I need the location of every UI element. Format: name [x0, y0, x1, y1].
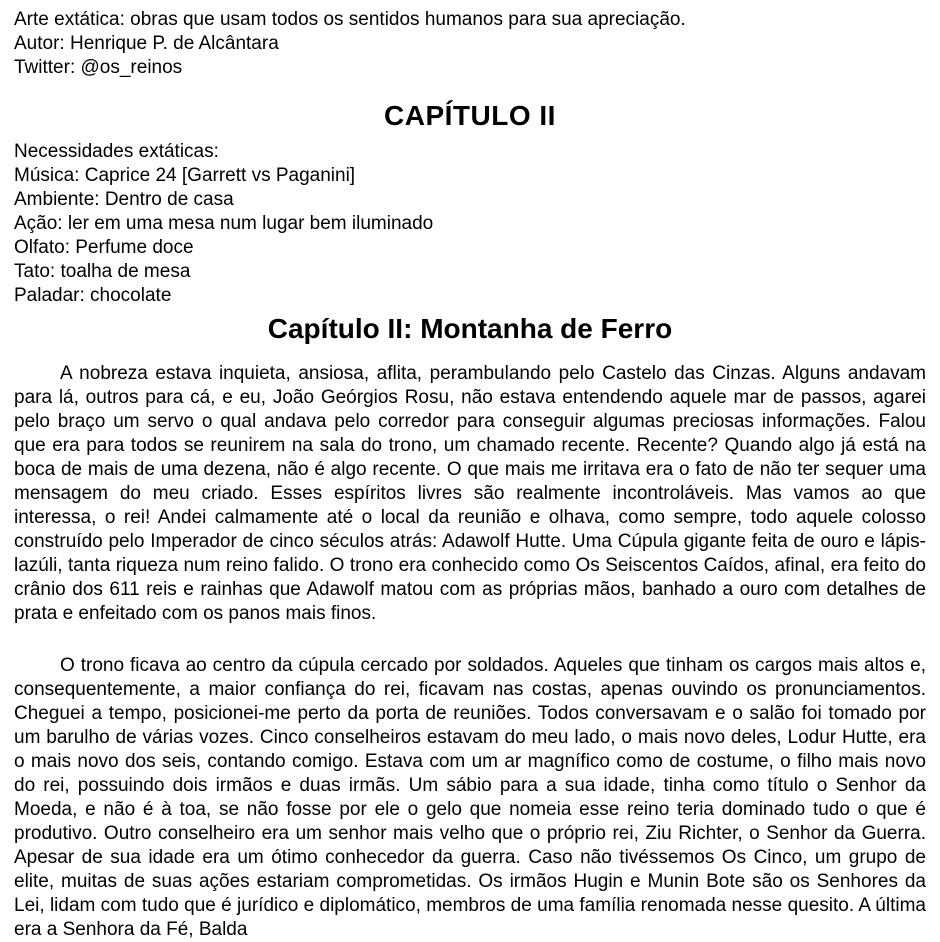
needs-taste: Paladar: chocolate [14, 285, 172, 306]
header-line-author: Autor: Henrique P. de Alcântara [14, 33, 279, 54]
chapter-heading: CAPÍTULO II [384, 100, 556, 131]
chapter-title: Capítulo II: Montanha de Ferro [267, 313, 673, 344]
needs-touch: Tato: toalha de mesa [14, 261, 191, 282]
document-header [14, 8, 926, 80]
story-paragraph-1: A nobreza estava inquieta, ansiosa, aflita, perambulando pelo Castelo das Cinzas. Alguns andavam para lá, outros para cá, e eu, João Geórgios Rosu, não estava entendendo aquele mar de passos, agarei pelo braço um servo o qual andava pelo corredor para conseguir algumas preciosas informações. Falou que era para todos se reunirem na sala do trono, um chamado recente. Recente? Quando algo já está na boca de mais de uma dezena, não é algo recente. O que mais me irritava era o fato de não ter sequer uma mensagem do meu criado. Esses espíritos livres são realmente incontroláveis. Mas vamos ao que interessa, o rei! Andei calmamente até o local da reunião e olhava, como sempre, todo aquele colosso construído pelo Imperador de cinco séculos atrás: Adawolf Hutte. Uma Cúpula gigante feita de ouro e lápis-lazúli, tanta riqueza num reino falido. O trono era conhecido como Os Seiscentos Caídos, afinal, era feito do crânio dos 611 reis e rainhas que Adawolf matou com as próprias mãos, banhado a ouro com detalhes de prata e enfeitado com os panos mais finos. [14, 363, 926, 624]
needs-music: Música: Caprice 24 [Garrett vs Paganini] [14, 165, 356, 186]
needs-action: Ação: ler em uma mesa num lugar bem iluminado [14, 213, 434, 234]
needs-ambient: Ambiente: Dentro de casa [14, 189, 234, 210]
header-line-twitter: Twitter: @os_reinos [14, 57, 183, 78]
header-line-art-definition: Arte extática: obras que usam todos os sentidos humanos para sua apreciação. [14, 9, 686, 30]
story-paragraph-2: O trono ficava ao centro da cúpula cercado por soldados. Aqueles que tinham os cargos mais altos e, consequentemente, a maior confiança do rei, ficavam nas costas, apenas ouvindo os pronunciamentos. Cheguei a tempo, posicionei-me perto da porta de reuniões. Todos conversavam e o salão foi tomado por um barulho de várias vozes. Cinco conselheiros estavam do meu lado, o mais novo deles, Lodur Hutte, era o mais novo dos seis, contando comigo. Estava com um ar magnífico como de costume, o filho mais novo do rei, possuindo dois irmãos e duas irmãs. Um sábio para a sua idade, tinha como título o Senhor da Moeda, e não é à toa, se não fosse por ele o gelo que nomeia esse reino teria dominado tudo o que é produtivo. Outro conselheiro era um senhor mais velho que o próprio rei, Ziu Richter, o Senhor da Guerra. Apesar de sua idade era um ótimo conhecedor da guerra. Caso não tivéssemos Os Cinco, um grupo de elite, muitas de suas ações estariam comprometidas. Os irmãos Hugin e Munin Bote são os Senhores da Lei, lidam com tudo que é jurídico e diplomático, membros de uma família renomada nesse quesito. A última era a Senhora da Fé, Balda [14, 655, 926, 940]
ecstatic-needs-list [14, 140, 926, 308]
needs-title: Necessidades extáticas: [14, 141, 219, 162]
needs-smell: Olfato: Perfume doce [14, 237, 194, 258]
